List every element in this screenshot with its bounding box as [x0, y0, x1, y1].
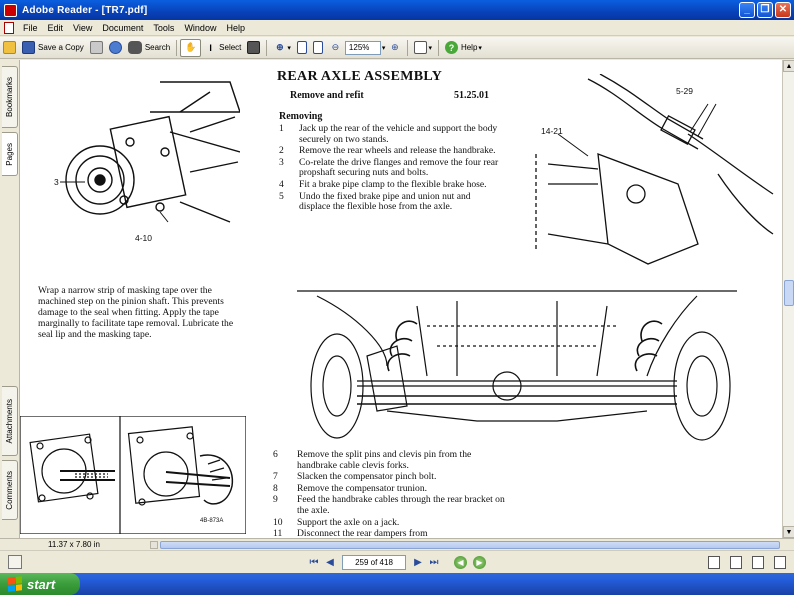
page-navigation-bar	[0, 550, 794, 573]
toolbar-separator	[407, 40, 408, 56]
chevron-down-icon: ▾	[478, 44, 482, 52]
scroll-down-arrow-icon[interactable]: ▼	[783, 526, 794, 538]
help-button[interactable]	[442, 39, 485, 57]
document-icon[interactable]	[4, 22, 14, 34]
window-title: Adobe Reader - [TR7.pdf]	[22, 4, 148, 16]
binoculars-icon	[128, 41, 142, 54]
step-item: 8 Remove the compensator trunion.	[273, 482, 428, 494]
page-layout-button[interactable]	[411, 39, 435, 57]
hand-tool-button[interactable]	[180, 39, 201, 57]
zoom-dropdown-icon[interactable]: ▾	[381, 44, 386, 52]
menu-document[interactable]: Document	[102, 22, 144, 33]
toolbar-separator	[176, 40, 177, 56]
step-item: 5 Undo the fixed brake pipe and union nut and displace the flexible hose from the axle.	[279, 190, 471, 213]
figure-callout-14-21: 14-21	[541, 126, 563, 136]
text-cursor-icon: I	[209, 42, 212, 53]
figure-callout-3: 3	[54, 177, 59, 187]
menu-window[interactable]: Window	[184, 22, 217, 33]
menu-tools[interactable]: Tools	[153, 22, 175, 33]
next-page-icon[interactable]: ▶	[414, 556, 422, 568]
zoom-tool-button[interactable]	[270, 39, 294, 57]
email-icon	[109, 41, 122, 54]
zoom-out-icon: ⊖	[331, 42, 340, 52]
folder-icon	[3, 41, 16, 54]
step-item: 11 Disconnect the rear dampers from	[273, 528, 428, 538]
search-button[interactable]	[125, 39, 173, 57]
last-page-icon[interactable]: ⏭	[429, 556, 439, 568]
previous-page-icon[interactable]: ◀	[326, 556, 334, 568]
fit-width-icon	[313, 41, 323, 54]
select-label: Select	[219, 43, 242, 52]
fit-page-icon	[297, 41, 307, 54]
single-page-icon[interactable]	[708, 556, 720, 569]
adobe-reader-icon	[4, 4, 17, 17]
page-subheading: Remove and refit	[290, 90, 364, 101]
figure-callout-4-10: 4-10	[135, 233, 153, 243]
save-icon	[22, 41, 35, 54]
save-copy-button[interactable]	[19, 39, 87, 57]
removal-steps-list-continued	[273, 450, 505, 538]
navigation-pane	[0, 60, 20, 538]
page-size-readout: 11.37 x 7.80 in	[48, 540, 100, 549]
chevron-down-icon: ▾	[428, 44, 432, 52]
facing-pages-icon[interactable]	[752, 556, 764, 569]
vertical-scroll-thumb[interactable]	[784, 280, 794, 306]
menu-file[interactable]: File	[23, 22, 38, 33]
menu-bar	[0, 20, 794, 36]
step-item: 4 Fit a brake pipe clamp to the flexible brake hose.	[279, 178, 487, 190]
brake-pipe-figure	[528, 74, 778, 269]
toolbar-separator	[266, 40, 267, 56]
first-page-icon[interactable]: ⏮	[309, 556, 319, 568]
tab-pages[interactable]: Pages	[2, 132, 18, 176]
step-item: 7 Slacken the compensator pinch bolt.	[273, 471, 437, 483]
step-item: 9 Feed the handbrake cables through the rear bracket on the axle.	[273, 494, 505, 516]
toolbar-separator	[438, 40, 439, 56]
operation-code: 51.25.01	[454, 90, 489, 101]
vertical-scrollbar[interactable]	[782, 60, 794, 538]
windows-logo-icon	[8, 576, 22, 591]
window-controls	[739, 2, 791, 18]
pdf-page	[20, 60, 782, 538]
zoom-in-button[interactable]	[385, 39, 404, 57]
minimize-button[interactable]: _	[739, 2, 755, 18]
fit-page-button[interactable]	[294, 39, 310, 57]
page-number-field[interactable]: 259 of 418	[342, 555, 406, 570]
zoom-in-icon: ⊕	[391, 42, 399, 52]
seal-fitting-figure-right	[120, 416, 246, 534]
drive-flange-figure	[40, 72, 240, 242]
continuous-facing-icon[interactable]	[774, 556, 786, 569]
figure-callout-5-29: 5-29	[676, 86, 694, 96]
tab-attachments[interactable]: Attachments	[2, 386, 18, 456]
step-item: 1 Jack up the rear of the vehicle and support the body securely on two stands.	[279, 123, 498, 145]
horizontal-scrollbar[interactable]	[160, 541, 780, 549]
rear-axle-underside-figure	[297, 286, 737, 446]
help-label: Help	[460, 43, 478, 52]
panel-toggle-icon[interactable]	[8, 555, 22, 569]
page-heading: REAR AXLE ASSEMBLY	[277, 69, 443, 84]
print-button[interactable]	[87, 39, 106, 57]
menu-help[interactable]: Help	[226, 22, 245, 33]
restore-button[interactable]: ❐	[757, 2, 773, 18]
step-item: 10 Support the axle on a jack.	[273, 516, 400, 528]
menu-view[interactable]: View	[73, 22, 93, 33]
save-copy-label: Save a Copy	[38, 43, 84, 52]
continuous-page-icon[interactable]	[730, 556, 742, 569]
step-item: 6 Remove the split pins and clevis pin from the handbrake cable clevis forks.	[273, 449, 472, 471]
open-button[interactable]	[0, 39, 19, 57]
start-button[interactable]	[0, 573, 80, 595]
toolbar	[0, 37, 794, 59]
camera-icon	[247, 41, 260, 54]
select-tool-button[interactable]	[201, 39, 244, 57]
magnifier-icon: ⊕	[276, 42, 284, 52]
status-bar	[0, 538, 794, 550]
zoom-out-button[interactable]	[326, 39, 345, 57]
step-item: 3 Co-relate the drive flanges and remove the four rear propshaft securing nuts and bolts.	[279, 156, 499, 179]
figure-reference-code: 4B-873A	[200, 518, 224, 524]
search-label: Search	[144, 43, 171, 52]
help-icon: ?	[445, 41, 458, 54]
document-view[interactable]	[20, 60, 782, 538]
menu-edit[interactable]: Edit	[47, 22, 64, 33]
go-back-icon[interactable]: ◀	[454, 556, 467, 569]
removing-heading: Removing	[279, 111, 323, 122]
scroll-up-arrow-icon[interactable]: ▲	[783, 60, 794, 72]
windows-taskbar	[0, 573, 794, 595]
removal-steps-list	[279, 124, 504, 214]
chevron-down-icon: ▾	[287, 44, 291, 52]
tab-comments[interactable]: Comments	[2, 460, 18, 520]
zoom-level-field[interactable]: 125%	[345, 41, 381, 55]
go-forward-icon[interactable]: ▶	[473, 556, 486, 569]
pages-icon	[414, 41, 427, 54]
fit-width-button[interactable]	[310, 39, 326, 57]
email-button[interactable]	[106, 39, 125, 57]
snapshot-button[interactable]	[244, 39, 263, 57]
printer-icon	[90, 41, 103, 54]
hand-icon: ✋	[185, 42, 197, 52]
scroll-left-arrow-icon[interactable]	[150, 541, 158, 549]
tab-bookmarks[interactable]: Bookmarks	[2, 66, 18, 128]
title-bar	[0, 0, 794, 20]
close-button[interactable]: ✕	[775, 2, 791, 18]
start-label: start	[27, 576, 56, 592]
step-item: 2 Remove the rear wheels and release the handbrake.	[279, 145, 496, 157]
seal-fitting-figure-left	[20, 416, 120, 534]
masking-tape-note: Wrap a narrow strip of masking tape over the machined step on the pinion shaft. This prevents damage to the seal when fitting. Apply the tape marginally to facilitate tape removal. Lubricate the seal lip and the masking tape.	[38, 285, 234, 340]
